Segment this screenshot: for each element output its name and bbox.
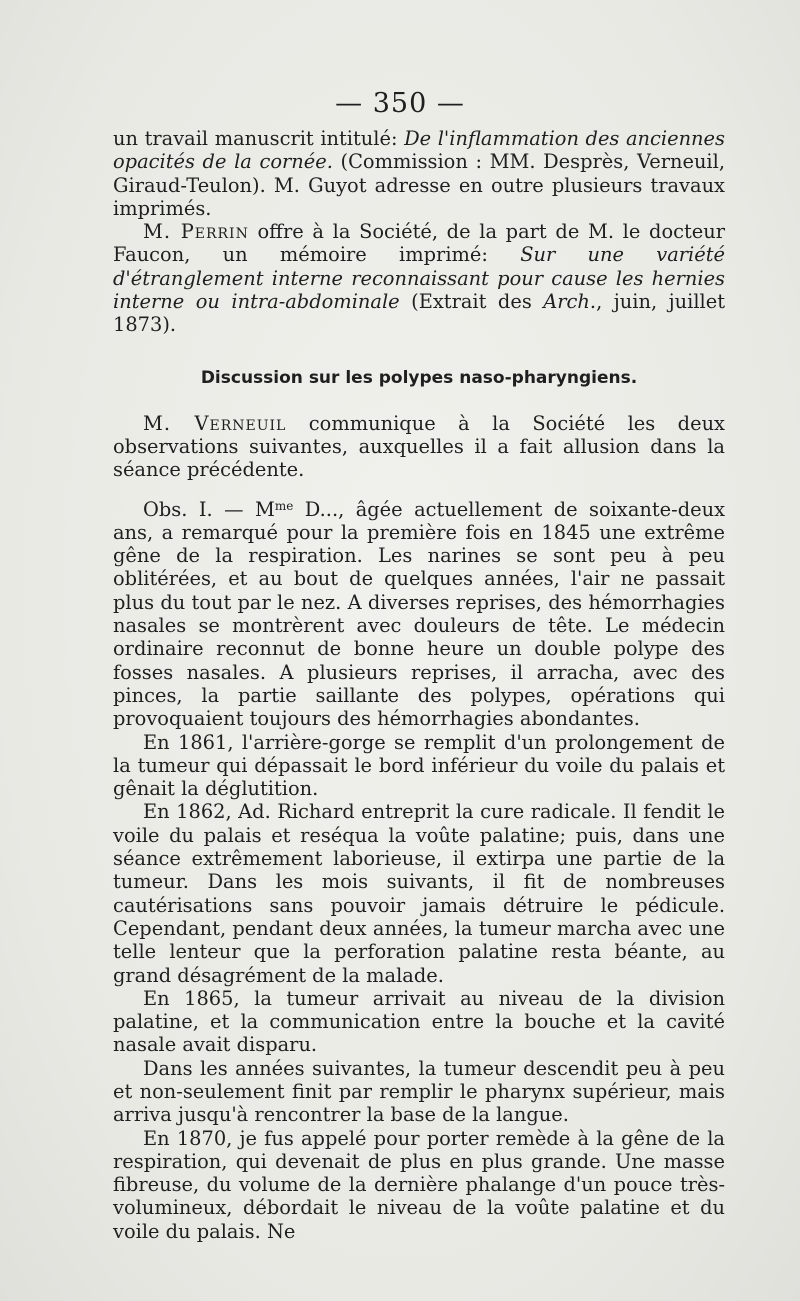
paragraph-following-years: Dans les années suivantes, la tumeur descendit peu à peu et non-seulement finit par remplir le pharynx supérieur, mais arriva jusqu'à rencontrer la base de la langue. xyxy=(113,1056,725,1127)
text-run: D..., âgée actuellement de soixante-deux ans, a remarqué pour la première fois en 1845 une extrême gêne de la respiration. Les narines se sont peu à peu oblitérées, et au bout de quelques années, l'air ne passait plus du tout par le nez. A diverses reprises, des hémorrhagies nasales se montrèrent avec douleurs de tête. Le médecin ordinaire reconnut de bonne heure un double polype des fosses nasales. A plusieurs reprises, il arracha, avec des pinces, la partie saillante des polypes, opérations qui provoquaient toujours des hémorrhagies abondantes. xyxy=(113,497,725,731)
paragraph-perrin xyxy=(113,220,725,336)
paragraph-observation xyxy=(113,498,725,731)
paragraph-1870: En 1870, je fus appelé pour porter remède à la gêne de la respiration, qui devenait de plus en plus grande. Une masse fibreuse, du volume de la dernière phalange d'un pouce très-volumineux, débordait le niveau de la voûte palatine et du voile du palais. Ne xyxy=(113,1126,725,1243)
paragraph-1861: En 1861, l'arrière-gorge se remplit d'un prolongement de la tumeur qui dépassait le bord inférieur du voile du palais et gênait la déglutition. xyxy=(113,730,725,801)
text-run: un travail manuscrit intitulé: xyxy=(113,127,405,150)
text-run: (Commission : MM. Desprès, Verneuil, Giraud-Teulon). M. Guyot adresse en outre plusieurs travaux imprimés. xyxy=(113,150,725,220)
work-title: De l'inflammation des anciennes opacités de la cornée. xyxy=(113,127,725,174)
text-run: (Extrait des xyxy=(399,290,544,314)
paragraph-1865: En 1865, la tumeur arrivait au niveau de la division palatine, et la communication entre la bouche et la cavité nasale avait disparu. xyxy=(113,986,725,1057)
work-title: Sur une variété d'étranglement interne reconnaissant pour cause les hernies interne ou intra-abdominale xyxy=(113,243,725,314)
spacer xyxy=(113,482,725,498)
text-run: offre à la Société, de la part de M. le docteur Faucon, un mémoire imprimé: xyxy=(113,220,725,267)
paragraph-manuscript xyxy=(113,127,725,220)
superscript: me xyxy=(274,498,294,513)
text-run: , juin, juillet 1873). xyxy=(113,290,725,337)
speaker-name: M. Perrin xyxy=(143,220,249,244)
page-number: — 350 — xyxy=(335,88,465,119)
speaker-name: M. Verneuil xyxy=(143,411,287,435)
page-text xyxy=(113,127,725,1243)
text-run: communique à la Société les deux observations suivantes, auxquelles il a fait allusion dans la séance précédente. xyxy=(113,411,725,482)
journal-abbrev: Arch. xyxy=(543,290,597,314)
paragraph-verneuil xyxy=(113,412,725,482)
observation-label: Obs. I. — M xyxy=(143,497,275,521)
paragraph-1862: En 1862, Ad. Richard entreprit la cure radicale. Il fendit le voile du palais et reséqua la voûte palatine; puis, dans une séance extrêmement laborieuse, il extirpa une partie de la tumeur. Dans les mois suivants, il fit de nombreuses cautérisations sans pouvoir jamais détruire le pédicule. Cependant, pendant deux années, la tumeur marcha avec une telle lenteur que la perforation palatine resta béante, au grand désagrément de la malade. xyxy=(113,800,725,987)
section-heading: Discussion sur les polypes naso-pharyngiens. xyxy=(200,367,638,388)
